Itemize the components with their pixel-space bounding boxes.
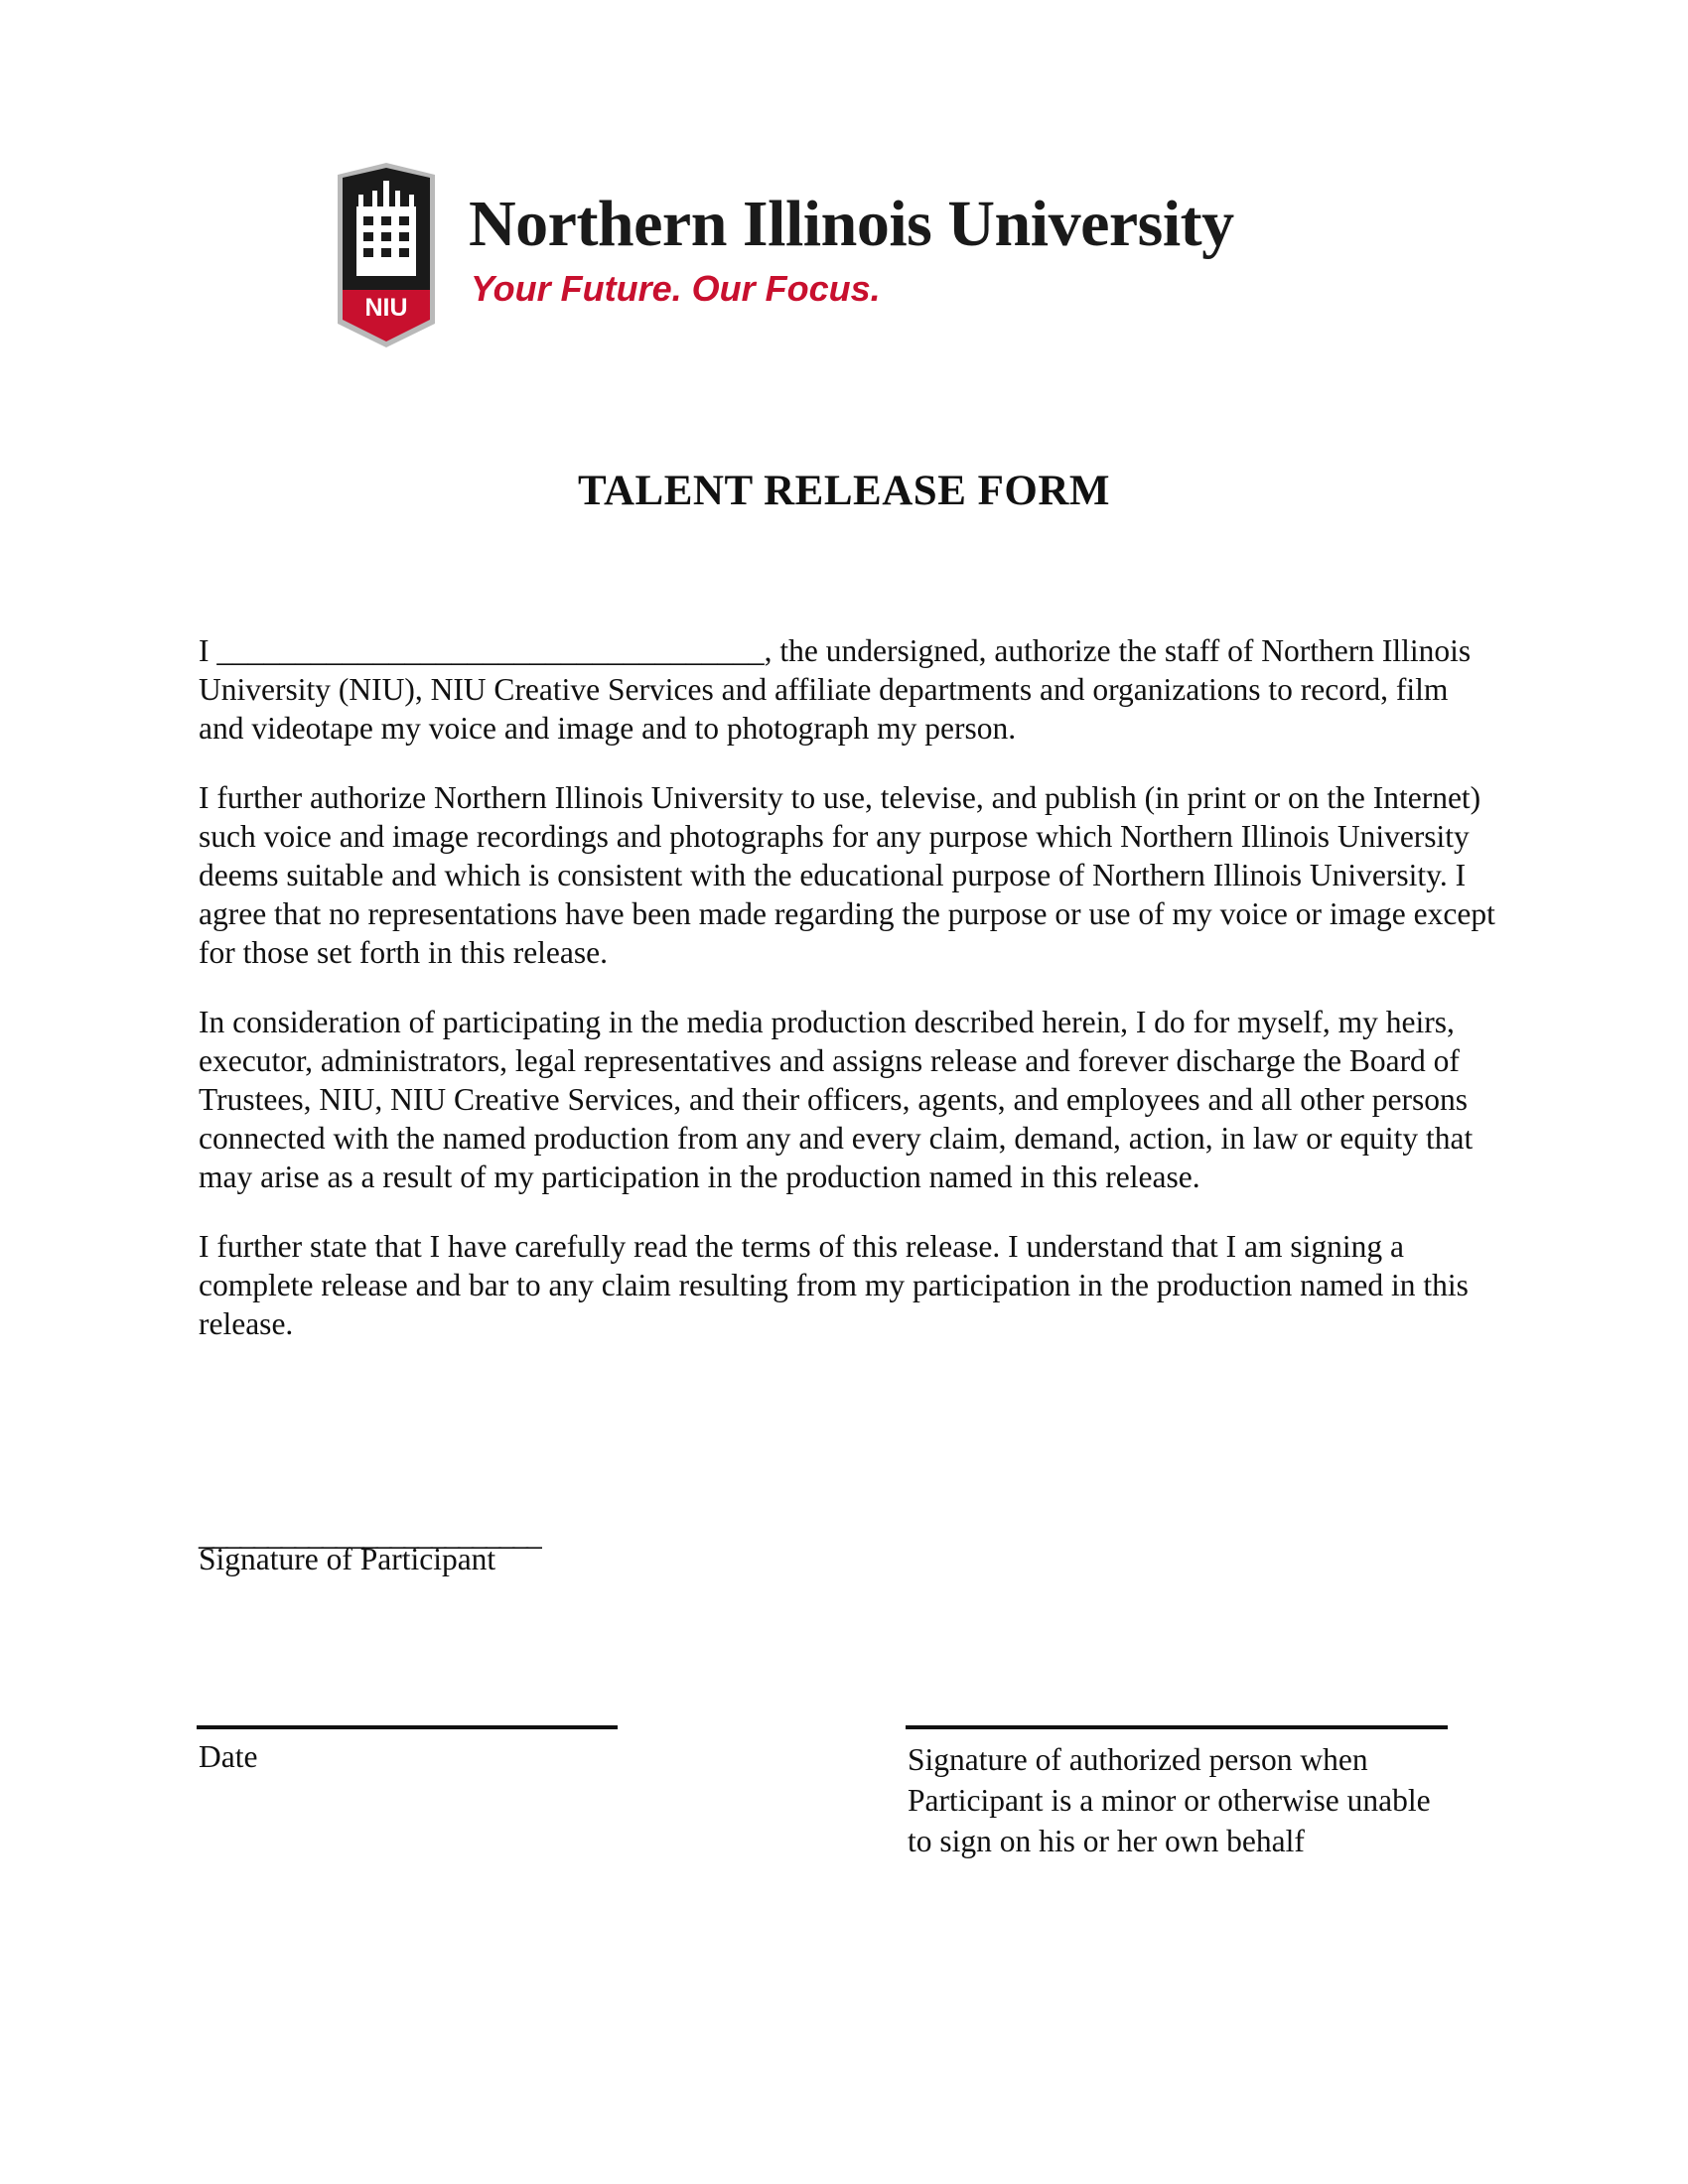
form-title: TALENT RELEASE FORM <box>578 468 1110 514</box>
logo-niu-text: NIU <box>364 294 408 322</box>
authorized-signature-label: Signature of authorized person when Participant is a minor or otherwise unable to sign on his or her own behalf <box>908 1742 1431 1858</box>
release-body <box>199 631 1499 1374</box>
date-line <box>197 1725 618 1729</box>
release-paragraph-discharge: In consideration of participating in the media production described herein, I do for myself, my heirs, executor, administrators, legal representatives and assigns release and forever discharge the Board of Trustees, NIU, NIU Creative Services, and their officers, agents, and employees and all other persons connected with the named production from any and every claim, demand, action, in law or equity that may arise as a result of my participation in the production named in this release. <box>199 1005 1474 1194</box>
authorized-signature-line <box>906 1725 1448 1729</box>
release-paragraph-usage: I further authorize Northern Illinois University to use, televise, and publish (in print or on the Internet) such voice and image recordings and photographs for any purpose which Northern Illinois University deems suitable and which is consistent with the educational purpose of Northern Illinois University. I agree that no representations have been made regarding the purpose or use of my voice or image except for those set forth in this release. <box>199 780 1495 970</box>
university-name: Northern Illinois University <box>469 188 1234 260</box>
participant-signature-line: _________________________ <box>199 1517 540 1552</box>
niu-logo <box>332 163 1285 347</box>
niu-shield-logo-icon <box>332 163 441 347</box>
release-paragraph-acknowledgement: I further state that I have carefully read the terms of this release. I understand that I am signing a complete release and bar to any claim resulting from my participation in the production named in this release. <box>199 1229 1469 1341</box>
participant-signature-label: Signature of Participant <box>199 1542 496 1576</box>
release-paragraph-authorization: I ___________________________________, the undersigned, authorize the staff of Northern Illinois University (NIU), NIU Creative Services and affiliate departments and organizations to record, film and videotape my voice and image and to photograph my person. <box>199 633 1472 746</box>
university-tagline: Your Future. Our Focus. <box>471 268 881 309</box>
date-label: Date <box>199 1739 258 1774</box>
